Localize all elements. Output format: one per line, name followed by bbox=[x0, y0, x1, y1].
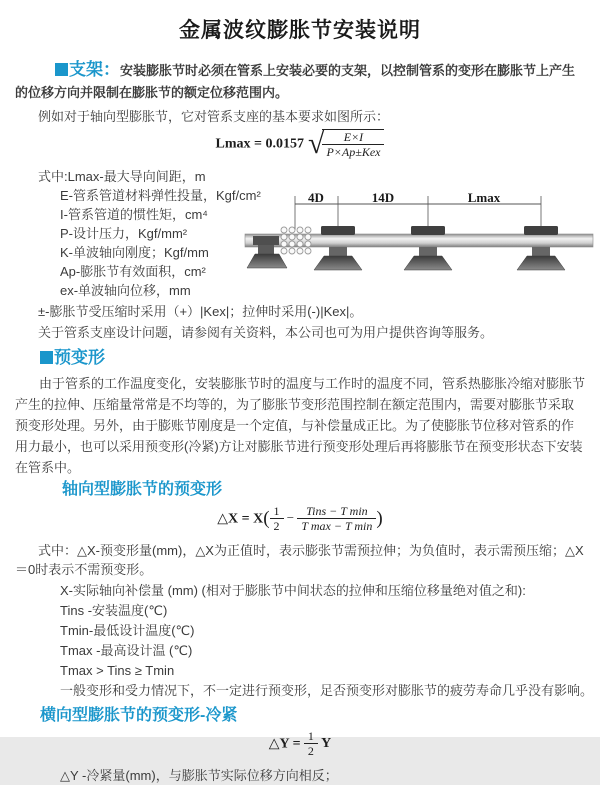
guide-support bbox=[314, 226, 362, 270]
definition-line: Tins -安装温度(℃) bbox=[60, 603, 168, 618]
guide-support bbox=[404, 226, 452, 270]
axial-formula bbox=[0, 504, 600, 536]
lmax-fraction-numerator: E×I bbox=[322, 130, 384, 145]
definition-line: Tmin-最低设计温度(℃) bbox=[60, 623, 195, 638]
radical-sign: √ bbox=[308, 127, 325, 161]
dimension-label-lmax: Lmax bbox=[467, 190, 501, 205]
sign-convention-note: ±-膨胀节受压缩时采用（+）|Kex|；拉伸时采用(-)|Kex|。 bbox=[38, 304, 363, 319]
minus-sign: − bbox=[286, 509, 295, 525]
lateral-formula-lhs: △Y = bbox=[268, 736, 301, 752]
lmax-formula bbox=[0, 129, 600, 165]
axial-formula-lhs: △X = X bbox=[217, 511, 264, 527]
definition-line: 式中:Lmax-最大导向间距，m bbox=[38, 169, 206, 184]
definition-line: K-单波轴向刚度；Kgf/mm bbox=[60, 245, 209, 260]
open-paren: ( bbox=[263, 507, 270, 529]
consulting-note: 关于管系支座设计问题，请参阅有关资料，本公司也可为用户提供咨询等服务。 bbox=[38, 325, 494, 340]
lateral-predeform-heading: 横向型膨胀节的预变形-冷紧 bbox=[40, 707, 238, 724]
support-intro-paragraph bbox=[15, 59, 585, 103]
definition-line: ex-单波轴向位移，mm bbox=[60, 283, 191, 298]
predeform-section-heading bbox=[40, 348, 600, 368]
section-marker-icon bbox=[40, 351, 53, 364]
half-numerator: 1 bbox=[270, 504, 284, 519]
lateral-formula bbox=[0, 729, 600, 759]
axial-predeform-heading: 轴向型膨胀节的预变形 bbox=[62, 481, 223, 498]
pipe-support-diagram bbox=[243, 192, 595, 288]
definition-line: 一般变形和受力情况下，不一定进行预变形，足否预变形对膨胀节的疲劳寿命几乎没有影响。 bbox=[60, 683, 594, 698]
lmax-fraction-denominator: P×Ap±Kex bbox=[326, 145, 381, 160]
dimension-label-14d: 14D bbox=[371, 190, 395, 205]
definition-line: I-管系管道的惯性矩，cm⁴ bbox=[60, 207, 208, 222]
axial-definition-list bbox=[60, 581, 600, 700]
one-half-fraction bbox=[270, 504, 284, 534]
page-title: 金属波纹膨胀节安装说明 bbox=[179, 19, 421, 42]
axial-formula-explanation: 式中：△X-预变形量(mm)，△X为正值时，表示膨张节需预拉伸；为负值时，表示需预压缩；△X＝0时表示不需预变形。 bbox=[15, 543, 584, 577]
guide-support bbox=[517, 226, 565, 270]
close-paren: ) bbox=[376, 507, 383, 529]
support-intro-text: 安装膨胀节时必须在管系上安装必要的支架，以控制管系的变形在膨胀节上产生的位移方向并限制在膨胀节的额定位移范围内。 bbox=[15, 63, 576, 100]
predeform-heading-label: 预变形 bbox=[54, 348, 105, 367]
cold-tightening-note: △Y -冷紧量(mm)，与膨胀节实际位移方向相反； bbox=[60, 768, 338, 783]
lateral-formula-rhs: Y bbox=[321, 735, 332, 751]
definition-line: Ap-膨胀节有效面积，cm² bbox=[60, 264, 206, 279]
half-denominator: 2 bbox=[273, 519, 280, 534]
temperature-denominator: T max − T min bbox=[301, 519, 373, 534]
definition-line: Tmax -最高设计温 (℃) bbox=[60, 643, 193, 658]
temperature-numerator: Tins − T min bbox=[297, 504, 376, 519]
definition-line: E-管系管道材料弹性投量，Kgf/cm² bbox=[60, 188, 261, 203]
section-marker-icon bbox=[55, 63, 68, 76]
one-half-fraction bbox=[304, 729, 318, 759]
dimension-label-4d: 4D bbox=[308, 190, 324, 205]
support-example-line: 例如对于轴向型膨胀节，它对管系支座的基本要求如图所示： bbox=[38, 109, 390, 124]
pipe-support-diagram-svg bbox=[243, 192, 595, 288]
half-denominator: 2 bbox=[307, 744, 314, 759]
definition-line: Tmax > Tins ≥ Tmin bbox=[60, 663, 175, 678]
half-numerator: 1 bbox=[304, 729, 318, 744]
lmax-fraction bbox=[322, 129, 384, 160]
predeform-paragraph: 由于管系的工作温度变化，安装膨胀节时的温度与工作时的温度不同，管系热膨胀冷缩对膨胀节产生的拉伸、压缩量常常是不均等的，为了膨胀节变形范围控制在额定范围内，需要对膨胀节采取预变形处理。另外，由于膨账节刚度是一个定值，与补偿量成正比。为了使膨胀节位移对管系的作用力最小，也可以采用预变形(冷紧)方让对膨胀节进行预变形处理后再将膨胀节在预变形状态下安装在管系中。 bbox=[15, 376, 586, 475]
definition-line: X-实际轴向补偿量 (mm) (相对于膨胀节中间状态的拉伸和压缩位移量绝对值之和): bbox=[60, 583, 526, 598]
support-section-label: 支架： bbox=[69, 60, 120, 79]
lmax-formula-lhs: Lmax = 0.0157 bbox=[215, 136, 304, 152]
dimension-lines bbox=[295, 196, 541, 230]
definition-line: P-设计压力，Kgf/mm² bbox=[60, 226, 188, 241]
temperature-fraction bbox=[297, 504, 376, 534]
